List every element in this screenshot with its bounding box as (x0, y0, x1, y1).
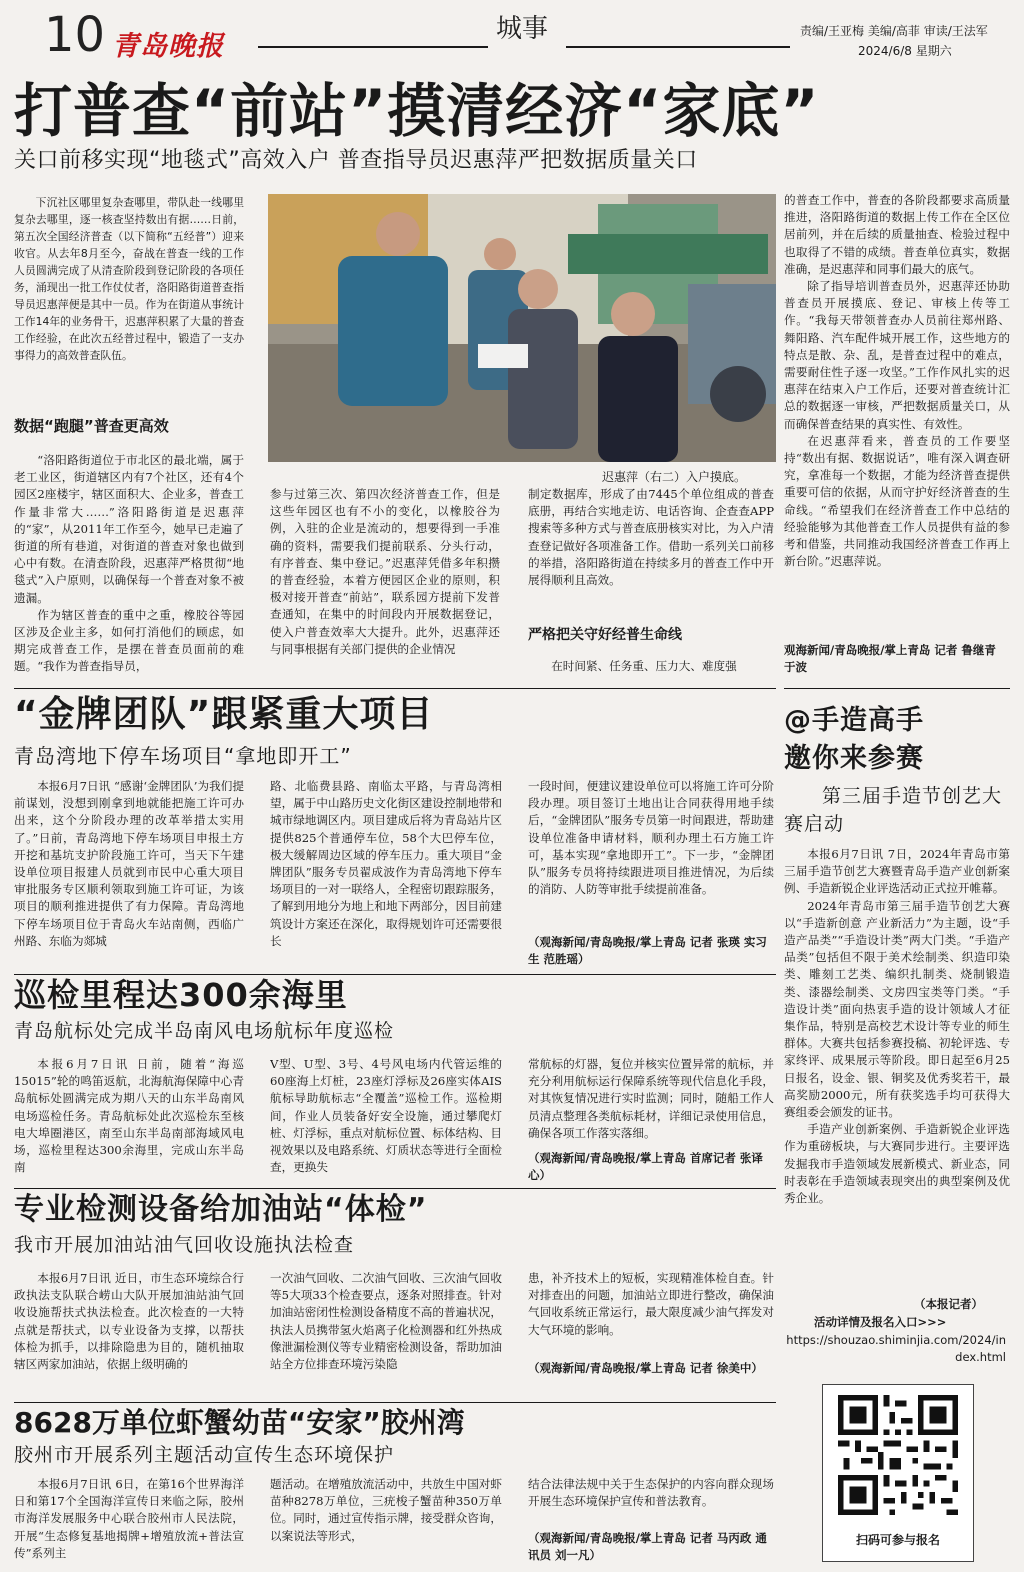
divider-4 (14, 1402, 776, 1403)
article1-col3-tail: 在时间紧、任务重、压力大、难度强 (551, 659, 737, 673)
divider-1 (14, 688, 776, 689)
sidebar-link-label: 活动详情及报名入口>>> (814, 1315, 947, 1329)
qr-code-box (822, 1384, 974, 1562)
article4-subheadline: 我市开展加油站油气回收设施执法检查 (14, 1234, 355, 1256)
article1-col3: 制定数据库，形成了由7445个单位组成的普查底册，再结合实地走访、电话咨询、企查查APP搜索等多种方式与普查底册核实对比，为入户清查登记做好各项准备工作。借助一系列关口前移的举措，洛阳路街道在持续多月的普查工作中开展得顺利且高效。 (528, 487, 774, 588)
article4-col3: 患，补齐技术上的短板，实现精准体检自查。针对排查出的问题，加油站立即进行整改，确保油气回收系统正常运行，最大限度减少油气挥发对大气环境的影响。 (528, 1271, 774, 1337)
qr-caption: 扫码可参与报名 (855, 1533, 940, 1547)
article5-col2: 题活动。在增殖放流活动中，共放生中国对虾苗种8278万单位，三疣梭子蟹苗种350万单位。同时，通过宣传指示牌，接受群众咨询，以案说法等形式， (270, 1477, 502, 1543)
article2-col2: 路、北临费县路、南临太平路，与青岛湾相望，属于中山路历史文化街区建设控制地带和城市绿地调区内。项目建成后将为青岛站片区提供825个普通停车位，58个大巴停车位，极大缓解周边区域的停车压力。重大项目“金牌团队”服务专员翟成波作为青岛湾地下停车场项目的一对一联络人，全程密切跟踪服务，了解到用地分为地上和地下两部分，因目前建筑设计方案还在深化，取得规划许可还需要很长 (270, 779, 502, 948)
article3-col1: 本报6月7日讯 日前，随着“海巡15015”轮的鸣笛返航，北海航海保障中心青岛航标处圆满完成为期八天的山东半岛南风电场巡检任务。青岛航标处此次巡检东至核电大埠圈港区，南至山东半岛南部海域风电场，巡检里程达300余海里，完成山东半岛南 (14, 1057, 244, 1175)
article1-headline: 打普查“前站”摸清经济“家底” (14, 77, 820, 145)
qr-code-icon[interactable] (838, 1395, 958, 1515)
article1-col1: “洛阳路街道位于市北区的最北端，属于老工业区，街道辖区内有7个社区，还有4个园区2座楼宇，辖区面积大、企业多，普查工作量非常大……”洛阳路街道是迟惠萍的“家”，从2011年工作至今，她早已走遍了街道的所有巷道，对街道的普查对象也做到心中有数。在清查阶段，迟惠萍严格贯彻“地毯式”入户原则，以确保每一个普查对象不被遗漏。 作为辖区普查的重中之重，橡胶谷等园区涉及企业主多，如何打消他们的顾虑，如期完成普查工作，是摆在普查员面前的难题。“我作为普查指导员， (14, 453, 244, 674)
article3-headline: 巡检里程达300余海里 (14, 976, 348, 1014)
article1-section2-title: 严格把关守好经普生命线 (528, 627, 682, 643)
article1-photo (268, 194, 776, 462)
divider-3 (14, 1188, 776, 1189)
article3-subheadline: 青岛航标处完成半岛南风电场航标年度巡检 (14, 1020, 395, 1042)
article4-headline: 专业检测设备给加油站“体检” (14, 1192, 428, 1227)
article3-col3: 常航标的灯器，复位并核实位置异常的航标，并充分利用航标运行保障系统等现代信息化手段，对其恢复情况进行实时监测；同时，随船工作人员清点整理各类航标耗材，详细记录使用信息，确保各项工作落实落细。 (528, 1057, 774, 1140)
sidebar-headline-line1: @手造高手 (784, 705, 924, 736)
article1-section1-title: 数据“跑腿”普查更高效 (14, 417, 169, 435)
article2-credit: （观海新闻/青岛晚报/掌上青岛 记者 张瑛 实习生 范胜瑶） (528, 935, 767, 966)
masthead-rule-left (258, 46, 488, 48)
photo-illustration (268, 194, 776, 462)
sidebar-top-rule (784, 688, 1010, 689)
article1-photo-caption: 迟惠萍（右二）入户摸底。 (602, 470, 747, 484)
article4-col1: 本报6月7日讯 近日，市生态环境综合行政执法支队联合崂山大队开展加油站油气回收设施帮扶式执法检查。此次检查的一大特点就是帮扶式，以专业设备为支撑，以帮扶体检为抓手，以排除隐患为目的，随机抽取辖区两家加油站，依据上级明确的 (14, 1271, 244, 1372)
article5-headline: 8628万单位虾蟹幼苗“安家”胶州湾 (14, 1406, 465, 1439)
article1-col2: 参与过第三次、第四次经济普查工作，但是这些年园区也有不小的变化，以橡胶谷为例，入驻的企业是流动的，想要得到一手准确的资料，需要我们提前联系、分头行动，有序普查、集中登记。”迟惠萍凭借多年积攒的普查经验，本着方便园区企业的原则，积极对接开普查“前站”，联系园方提前下发普查通知，在集中的时间段内开展数据登记，使入户普查效率大大提升。此外，迟惠萍还与同事根据有关部门提供的企业情况 (270, 487, 500, 656)
section-name: 城事 (496, 14, 549, 44)
article4-col2: 一次油气回收、二次油气回收、三次油气回收等5大项33个检查要点，逐条对照排查。针对加油站密闭性检测设备精度不高的普遍状况，执法人员携带氢火焰离子化检测器和红外热成像泄漏检测仪等专业精密检测设备，帮助加油站全方位排查环境污染隐 (270, 1271, 502, 1372)
editor-credits: 责编/王亚梅 美编/高菲 审读/王法军 (800, 24, 988, 38)
article1-intro: 下沉社区哪里复杂查哪里，带队赴一线哪里复杂去哪里，逐一核查坚持数出有据……日前，第五次全国经济普查（以下简称“五经普”）迎来收官。从去年8月至今，奋战在普查一线的工作人员圆满完成了从清查阶段到登记阶段的各项任务，涌现出一批工作仗仗者，洛阳路街道普查指导员迟惠萍便是其中一员。作为在街道从事统计工作14年的业务骨干，迟惠萍积累了大量的普查工作经验，在此次五经普过程中，锻造了一支办事得力的高效普查队伍。 (14, 196, 244, 362)
article5-col1: 本报6月7日讯 6日，在第16个世界海洋日和第17个全国海洋宣传日来临之际，胶州市海洋发展服务中心联合胶州市人民法院，开展“生态修复基地揭牌+增殖放流+普法宣传”系列主 (14, 1477, 244, 1560)
article3-credit: （观海新闻/青岛晚报/掌上青岛 首席记者 张译心） (528, 1151, 763, 1182)
article5-subheadline: 胶州市开展系列主题活动宣传生态环境保护 (14, 1444, 395, 1466)
masthead-rule-right (566, 46, 790, 48)
sidebar-credit: （本报记者） (914, 1297, 983, 1311)
article3-col2: V型、U型、3号、4号风电场内代管运维的60座海上灯桩，23座灯浮标及26座实体AIS航标导助航标志“全覆盖”巡检工作。巡检期间，作业人员装备好安全设施，通过攀爬灯桩、灯浮标，重点对航标位置、标体结构、目视效果以及电路系统、灯质状态等进行全面检查，更换失 (270, 1057, 502, 1175)
article2-col3: 一段时间，便建议建设单位可以将施工许可分阶段办理。项目签订土地出让合同获得用地手续后，“金牌团队”服务专员第一时间跟进，帮助建设单位准备申请材料，顺利办理土石方施工许可，基本实现“拿地即开工”。下一步，“金牌团队”服务专员将持续跟进项目推进情况，为后续的消防、人防等审批手续提前准备。 (528, 779, 774, 897)
article4-credit: （观海新闻/青岛晚报/掌上青岛 记者 徐美中） (528, 1361, 763, 1375)
issue-date: 2024/6/8 星期六 (858, 44, 952, 58)
article1-right-col: 的普查工作中，普查的各阶段都要求高质量推进，洛阳路街道的数据上传工作在全区位居前列，并在后续的质量抽查、检验过程中也取得了不错的成绩。普查单位真实，数据准确，是迟惠萍和同事们最大的底气。 除了指导培训普查员外，迟惠萍还协助普查员开展摸底、登记、审核上传等工作。“我每天带领普查办人员前往郑州路、舞阳路、汽车配件城开展工作，这些地方的特点是散、杂、乱，是普查过程中的难点，需要耐住性子逐一攻坚。”工作作风扎实的迟惠萍在结束入户工作后，还要对普查统计汇总的数据逐一审核，严把数据质量关口，从而确保普查结果的真实性、有效性。 在迟惠萍看来，普查员的工作要坚持“数出有据、数据说话”，唯有深入调查研究，拿准每一个数据，才能为经济普查提供重要可信的依据，从而守护好经济普查的生命线。“希望我们在经济普查工作中总结的经验能够为其他普查工作人员提供有益的参考和借鉴，共同推动我国经济普查工作再上新台阶。”迟惠萍说。 (784, 193, 1010, 569)
article5-credit: （观海新闻/青岛晚报/掌上青岛 记者 马丙政 通讯员 刘一凡） (528, 1531, 767, 1562)
sidebar-headline-line2: 邀你来参赛 (784, 743, 924, 774)
sidebar-body: 本报6月7日讯 7日，2024年青岛市第三届手造节创艺大赛暨青岛手造产业创新案例、手造新锐企业评选活动正式拉开帷幕。 2024年青岛市第三届手造节创艺大赛以“手造新创意 产业新活力”为主题，设“手造产品类”“手造设计类”两大门类。“手造产品类”包括但不限于美术绘制类、织造印染类、雕刻工艺类、编织扎制类、烧制锻造类、漆器绘制类、文房四宝类等门类。“手造设计类”面向热衷手造的设计领域人才征集作品，特别是高校艺术设计等专业的师生群体。大赛共包括参赛投稿、初轮评选、专家终评、成果展示等阶段。即日起至6月25日报名，设金、银、铜奖及优秀奖若干，最高奖励2000元，所有获奖选手均可获得大赛组委会颁发的证书。 手造产业创新案例、手造新锐企业评选作为重磅板块，与大赛同步进行。主要评选发掘我市手造领域发展新模式、新业态，同时表彰在手造领域表现突出的典型案例及优秀企业。 (784, 847, 1010, 1206)
page-number: 10 (44, 7, 106, 63)
article1-subheadline: 关口前移实现“地毯式”高效入户 普查指导员迟惠萍严把数据质量关口 (14, 148, 698, 173)
article2-col1: 本报6月7日讯 “感谢‘金牌团队’为我们提前谋划，没想到刚拿到地就能把施工许可办出来，这个分阶段办理的改革举措太实用了。”日前，青岛湾地下停车场项目申报土方开挖和基坑支护阶段施工许可，当天下午建设单位项目报建人员就到市民中心重大项目审批服务专区顺利领取到施工许可证，为该项目的顺利推进提供了有力保障。青岛湾地下停车场项目位于青岛火车站南侧，西临广州路、东临为郯城 (14, 779, 244, 948)
sidebar-subheadline: 第三届手造节创艺大赛启动 (784, 785, 1003, 835)
paper-logo: 青岛晚报 (112, 31, 224, 62)
article2-subheadline: 青岛湾地下停车场项目“拿地即开工” (14, 744, 352, 768)
article5-col3: 结合法律法规中关于生态保护的内容向群众现场开展生态环境保护宣传和普法教育。 (528, 1477, 774, 1509)
article1-credit: 观海新闻/青岛晚报/掌上青岛 记者 鲁继青 于波 (784, 643, 996, 674)
article2-headline: “金牌团队”跟紧重大项目 (14, 694, 434, 735)
sidebar-link-url[interactable]: https://shouzao.shiminjia.com/2024/index.html (786, 1333, 1006, 1364)
